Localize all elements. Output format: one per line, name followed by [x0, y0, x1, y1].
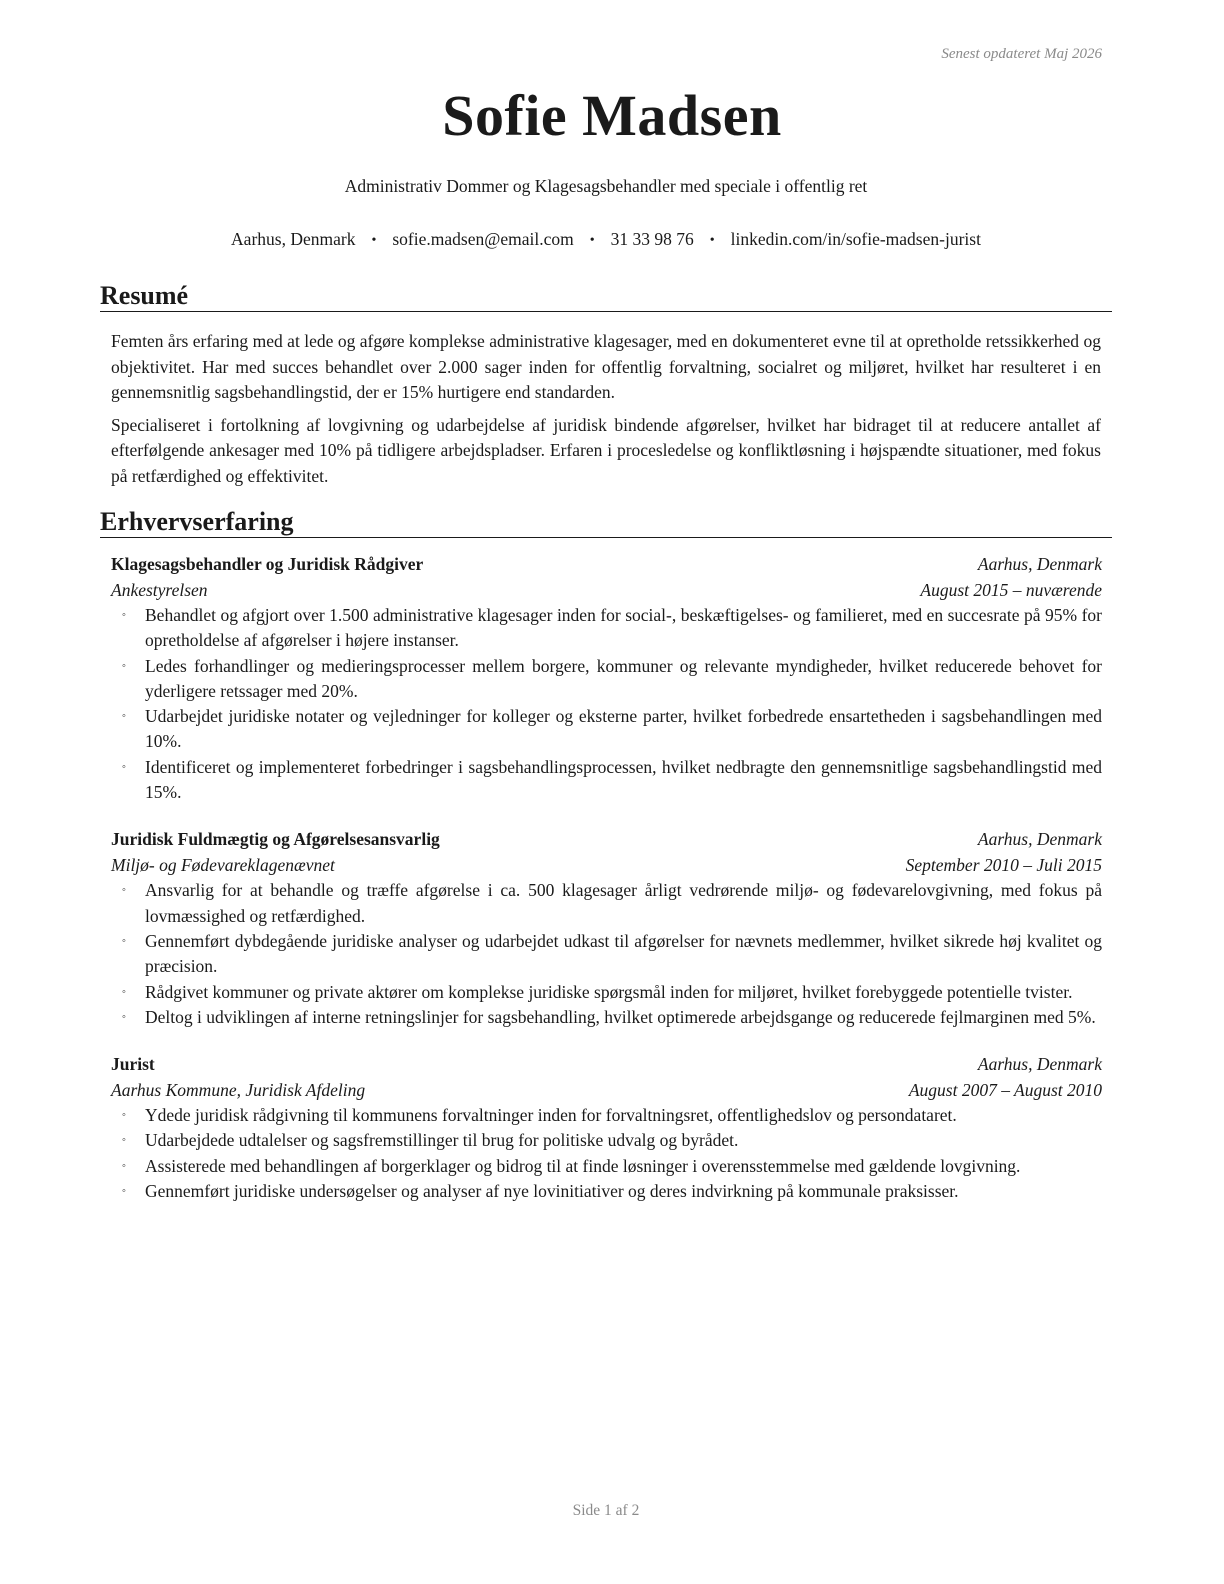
- job-bullets: [111, 603, 1102, 805]
- summary-section: [100, 280, 1112, 489]
- contact-separator: •: [371, 233, 377, 248]
- job-bullet: [122, 654, 1102, 705]
- job-location: Aarhus, Denmark: [977, 1054, 1102, 1075]
- job-bullet-text: Deltog i udviklingen af interne retningslinjer for sagsbehandling, hvilket optimerede arbejdsgange og reducerede fejlmarginen med 5%.: [145, 1006, 1096, 1027]
- job-bullet: [122, 1103, 1102, 1128]
- job-bullet-text: Behandlet og afgjort over 1.500 administrative klagesager inden for social-, beskæftigelses- og familieret, med en succesrate på 95% for opretholdelse af afgørelser i højere instanser.: [145, 605, 1102, 651]
- job-title: Jurist: [111, 1054, 155, 1075]
- job-dates: August 2015 – nuværende: [920, 579, 1102, 600]
- job-bullet-text: Gennemført juridiske undersøgelser og analyser af nye lovinitiativer og deres indvirkning på kommunale praksisser.: [145, 1181, 959, 1202]
- job-bullets: [111, 878, 1102, 1030]
- job-bullet: [122, 929, 1102, 980]
- summary-paragraph: Specialiseret i fortolkning af lovgivning og udarbejdelse af juridisk bindende afgørelser, hvilket har bidraget til at reducere antallet af efterfølgende ankesager med 10% på tidligere arbejdspladser. Erfaren i procesledelse og konfliktløsning i højspændte situationer, med fokus på retfærdighed og effektivitet.: [111, 414, 1101, 486]
- experience-section: [100, 506, 1112, 1204]
- job-bullet: [122, 1128, 1102, 1153]
- bullet-circle-icon: ◦: [122, 1134, 126, 1147]
- job-bullet-text: Udarbejdet juridiske notater og vejledninger for kolleger og eksterne parter, hvilket forbedrede ensartetheden i sagsbehandlingen med 10%.: [145, 706, 1102, 752]
- job-bullet-text: Rådgivet kommuner og private aktører om komplekse juridiske spørgsmål inden for miljøret, hvilket forebyggede potentielle tvister.: [145, 981, 1073, 1002]
- job-location: Aarhus, Denmark: [977, 829, 1102, 850]
- bullet-circle-icon: ◦: [122, 985, 126, 998]
- job-organization: Miljø- og Fødevareklagenævnet: [111, 854, 335, 875]
- job-dates: August 2007 – August 2010: [908, 1079, 1102, 1100]
- job-bullet-text: Ansvarlig for at behandle og træffe afgørelse i ca. 500 klagesager årligt vedrørende miljø- og fødevarelovgivning, med fokus på lovmæssighed og retfærdighed.: [145, 880, 1102, 926]
- page-number: Side 1 af 2: [572, 1502, 640, 1519]
- job-organization: Aarhus Kommune, Juridisk Afdeling: [111, 1079, 366, 1100]
- job-subheader-row: [111, 1078, 1102, 1104]
- summary-paragraph: Femten års erfaring med at lede og afgøre komplekse administrative klagesager, med en dokumenteret evne til at opretholde retssikkerhed og objektivitet. Har med succes behandlet over 2.000 sager inden for offentlig forvaltning, socialret og miljøret, hvilket har resulteret i en gennemsnitlig sagsbehandlingstid, der er 15% hurtigere end standarden.: [111, 331, 1101, 402]
- contact-separator: •: [589, 233, 595, 248]
- resume-body: [100, 280, 1112, 1204]
- job-organization: Ankestyrelsen: [111, 579, 208, 600]
- job-header-row: [111, 1052, 1102, 1078]
- candidate-name: Sofie Madsen: [442, 83, 782, 148]
- job-bullet: [122, 878, 1102, 929]
- job-entry: [100, 1052, 1112, 1204]
- job-bullet: [122, 704, 1102, 755]
- bullet-circle-icon: ◦: [122, 710, 126, 723]
- job-subheader-row: [111, 578, 1102, 604]
- bullet-circle-icon: ◦: [122, 659, 126, 672]
- job-subheader-row: [111, 853, 1102, 879]
- job-bullet-text: Ledes forhandlinger og medieringsprocesser mellem borgere, kommuner og relevante myndigheder, hvilket reducerede behovet for yderligere retssager med 20%.: [145, 655, 1102, 701]
- contact-line: [0, 229, 1212, 250]
- candidate-headline: Administrativ Dommer og Klagesagsbehandler med speciale i offentlig ret: [344, 176, 868, 196]
- job-bullets: [111, 1103, 1102, 1204]
- contact-separator: •: [709, 233, 715, 248]
- job-bullet-text: Udarbejdede udtalelser og sagsfremstillinger til brug for politiske udvalg og byrådet.: [145, 1130, 739, 1151]
- bullet-circle-icon: ◦: [122, 934, 126, 947]
- bullet-circle-icon: ◦: [122, 1109, 126, 1122]
- job-title: Juridisk Fuldmægtig og Afgørelsesansvarlig: [111, 829, 440, 850]
- job-location: Aarhus, Denmark: [977, 554, 1102, 574]
- section-title-summary: Resumé: [100, 280, 1112, 312]
- bullet-circle-icon: ◦: [122, 760, 126, 773]
- bullet-circle-icon: ◦: [122, 884, 126, 897]
- job-bullet: [122, 1154, 1102, 1179]
- job-bullet: [122, 603, 1102, 654]
- job-bullet-text: Gennemført dybdegående juridiske analyser og udarbejdet udkast til afgørelser for nævnets medlemmer, hvilket sikrede høj kvalitet og præcision.: [145, 930, 1102, 977]
- job-dates: September 2010 – Juli 2015: [905, 854, 1102, 875]
- job-header-row: [111, 552, 1102, 578]
- bullet-circle-icon: ◦: [122, 1185, 126, 1198]
- contact-linkedin[interactable]: linkedin.com/in/sofie-madsen-jurist: [730, 229, 981, 249]
- contact-location: Aarhus, Denmark: [231, 229, 356, 249]
- job-bullet: [122, 1179, 1102, 1204]
- job-header-row: [111, 827, 1102, 853]
- job-bullet-text: Identificeret og implementeret forbedringer i sagsbehandlingsprocessen, hvilket nedbragte den gennemsnitlige sagsbehandlingstid med 15%.: [145, 756, 1102, 803]
- job-entry: [100, 827, 1112, 1030]
- job-title: Klagesagsbehandler og Juridisk Rådgiver: [111, 554, 424, 574]
- section-title-experience: Erhvervserfaring: [100, 506, 1112, 538]
- job-bullet: [122, 980, 1102, 1005]
- job-bullet-text: Assisterede med behandlingen af borgerklager og bidrog til at finde løsninger i overensstemmelse med gældende lovgivning.: [145, 1155, 1021, 1176]
- last-updated-note: Senest opdateret Maj 2026: [941, 46, 1102, 62]
- contact-email[interactable]: sofie.madsen@email.com: [392, 229, 574, 249]
- bullet-circle-icon: ◦: [122, 609, 126, 621]
- bullet-circle-icon: ◦: [122, 1159, 126, 1172]
- job-bullet-text: Ydede juridisk rådgivning til kommunens forvaltninger inden for forvaltningsret, offentlighedslov og persondataret.: [145, 1105, 957, 1126]
- job-entry: [100, 552, 1112, 805]
- bullet-circle-icon: ◦: [122, 1010, 126, 1023]
- summary-paragraphs: [100, 312, 1112, 489]
- job-bullet: [122, 755, 1102, 806]
- contact-phone: 31 33 98 76: [610, 229, 694, 249]
- job-bullet: [122, 1005, 1102, 1030]
